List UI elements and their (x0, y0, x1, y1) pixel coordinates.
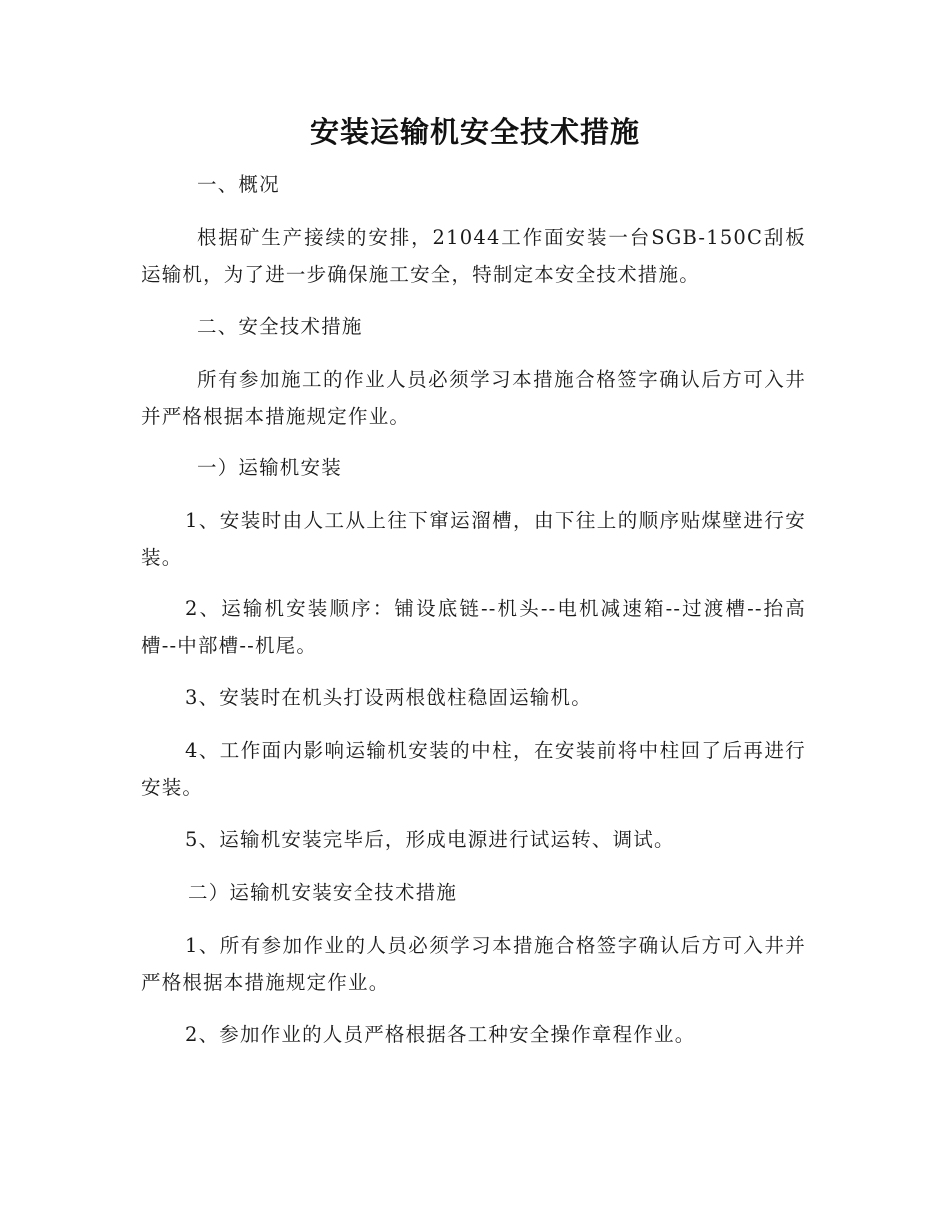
list-item-installation-2: 2、运输机安装顺序：铺设底链--机头--电机减速箱--过渡槽--抬高槽--中部槽--机尾。 (141, 597, 806, 657)
list-item-installation-1: 1、安装时由人工从上往下窜运溜槽，由下往上的顺序贴煤壁进行安装。 (141, 509, 806, 569)
subsection-heading-installation: 一）运输机安装 (197, 456, 342, 479)
paragraph-safety-intro: 所有参加施工的作业人员必须学习本措施合格签字确认后方可入井并严格根据本措施规定作业。 (141, 368, 806, 428)
list-item-safety-1: 1、所有参加作业的人员必须学习本措施合格签字确认后方可入井并严格根据本措施规定作业。 (141, 934, 806, 994)
paragraph-overview-body: 根据矿生产接续的安排，21044工作面安装一台SGB-150C刮板运输机，为了进一步确保施工安全，特制定本安全技术措施。 (141, 226, 806, 286)
section-heading-safety-measures: 二、安全技术措施 (197, 315, 363, 338)
list-item-installation-4: 4、工作面内影响运输机安装的中柱，在安装前将中柱回了后再进行安装。 (141, 739, 806, 799)
section-heading-overview: 一、概况 (197, 173, 280, 196)
list-item-safety-2: 2、参加作业的人员严格根据各工种安全操作章程作业。 (185, 1023, 696, 1046)
document-title: 安装运输机安全技术措施 (309, 115, 640, 149)
subsection-heading-installation-safety: 二）运输机安装安全技术措施 (188, 881, 458, 904)
list-item-installation-3: 3、安装时在机头打设两根戗柱稳固运输机。 (185, 686, 592, 709)
list-item-installation-5: 5、运输机安装完毕后，形成电源进行试运转、调试。 (185, 828, 675, 851)
